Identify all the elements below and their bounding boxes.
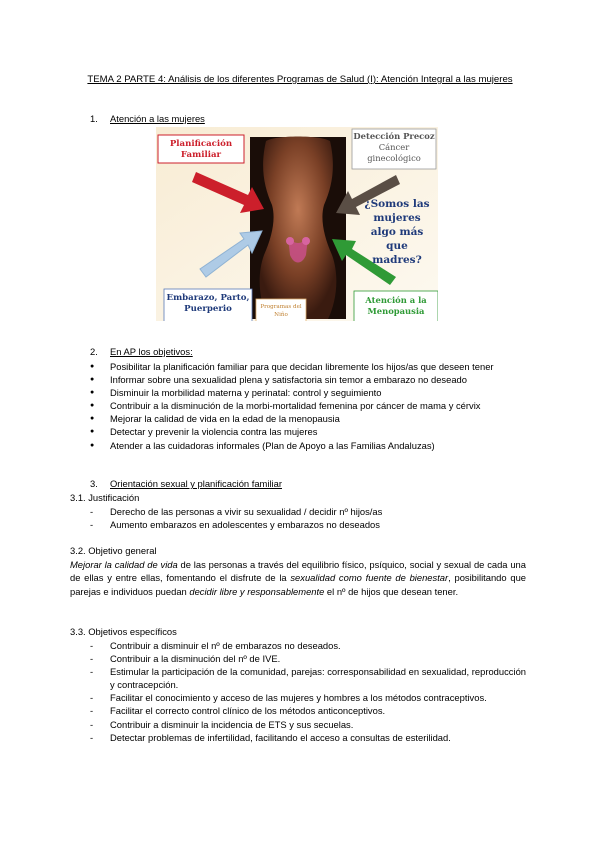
female-torso-image <box>250 137 346 320</box>
emphasis-decidir: decidir libre y responsablemente <box>189 585 325 597</box>
women-health-figure <box>156 127 438 321</box>
menopausia-label: Atención a la Menopausia <box>365 295 427 316</box>
list-item: ● Atender a las cuidadoras informales (Plan de Apoyo a las Familias Andaluzas) <box>90 439 530 452</box>
section-2-heading: En AP los objetivos: <box>110 346 193 357</box>
list-item: - Contribuir a disminuir el nº de embarazos no deseados. <box>90 639 526 652</box>
question-text: ¿Somos las mujeres algo más que madres? <box>364 198 430 266</box>
list-item: - Detectar problemas de infertilidad, facilitando el acceso a consultas de esterilidad. <box>90 731 526 744</box>
objetivos-especificos-heading: 3.3. Objetivos específicos <box>70 626 177 637</box>
section-1-heading: Atención a las mujeres <box>110 113 205 124</box>
paragraph-text: de las personas a través del equilibrio físico, psíquico, social y sexual de cada una de ellas y entre ellas, fomentando el disfrute de la <box>70 559 526 584</box>
list-item: - Aumento embarazos en adolescentes y embarazos no deseados <box>90 518 526 531</box>
page-title: TEMA 2 PARTE 4: Análisis de los diferentes Programas de Salud (I): Atención Integral a las mujeres <box>87 74 513 85</box>
list-item: - Estimular la participación de la comunidad, parejas: corresponsabilidad en sexualidad, reproducción y contracepción. <box>90 665 526 691</box>
list-item: - Facilitar el correcto control clínico de los métodos anticonceptivos. <box>90 704 526 717</box>
list-item: - Contribuir a disminuir la incidencia de ETS y sus secuelas. <box>90 718 526 731</box>
section-3-number: 3. <box>90 478 98 489</box>
paragraph-text: el nº de hijos que desean tener. <box>324 585 459 597</box>
justificacion-heading: 3.1. Justificación <box>70 492 140 503</box>
justificacion-list <box>90 505 526 531</box>
list-item: - Derecho de las personas a vivir su sexualidad / decidir nº hijos/as <box>90 505 526 518</box>
objectives-list <box>90 360 530 452</box>
section-2-number: 2. <box>90 346 98 357</box>
list-item: ● Informar sobre una sexualidad plena y satisfactoria sin temor a embarazo no deseado <box>90 373 530 386</box>
objetivo-general-heading: 3.2. Objetivo general <box>70 545 157 556</box>
list-item: ● Disminuir la morbilidad materna y perinatal: control y seguimiento <box>90 386 530 399</box>
objetivos-especificos-list <box>90 639 526 744</box>
planificacion-label: Planificación Familiar <box>169 139 233 160</box>
section-1-number: 1. <box>90 113 98 124</box>
list-item: ● Posibilitar la planificación familiar para que decidan libremente los hijos/as que deseen tener <box>90 360 530 373</box>
objetivo-general-paragraph <box>70 558 526 598</box>
emphasis-sexualidad: sexualidad como fuente de bienestar <box>290 572 449 584</box>
deteccion-title: Detección Precoz <box>353 131 435 141</box>
section-3-heading: Orientación sexual y planificación familiar <box>110 478 282 489</box>
list-item: - Facilitar el conocimiento y acceso de las mujeres y hombres a los métodos contraceptivos. <box>90 691 526 704</box>
programas-label: Programas del Niño <box>260 304 302 318</box>
list-item: ● Mejorar la calidad de vida en la edad de la menopausia <box>90 412 530 425</box>
deteccion-subtitle: Cáncer ginecológico <box>367 142 421 163</box>
embarazo-label: Embarazo, Parto, Puerperio <box>166 293 250 314</box>
list-item: ● Contribuir a la disminución de la morbi-mortalidad femenina por cáncer de mama y cérvix <box>90 399 530 412</box>
emphasis-calidad: Mejorar la calidad de vida <box>70 559 178 570</box>
list-item: ● Detectar y prevenir la violencia contra las mujeres <box>90 425 530 438</box>
list-item: - Contribuir a la disminución del nº de IVE. <box>90 652 526 665</box>
paragraph-text: , posibilitando que parejas e individuos puedan <box>70 572 526 597</box>
